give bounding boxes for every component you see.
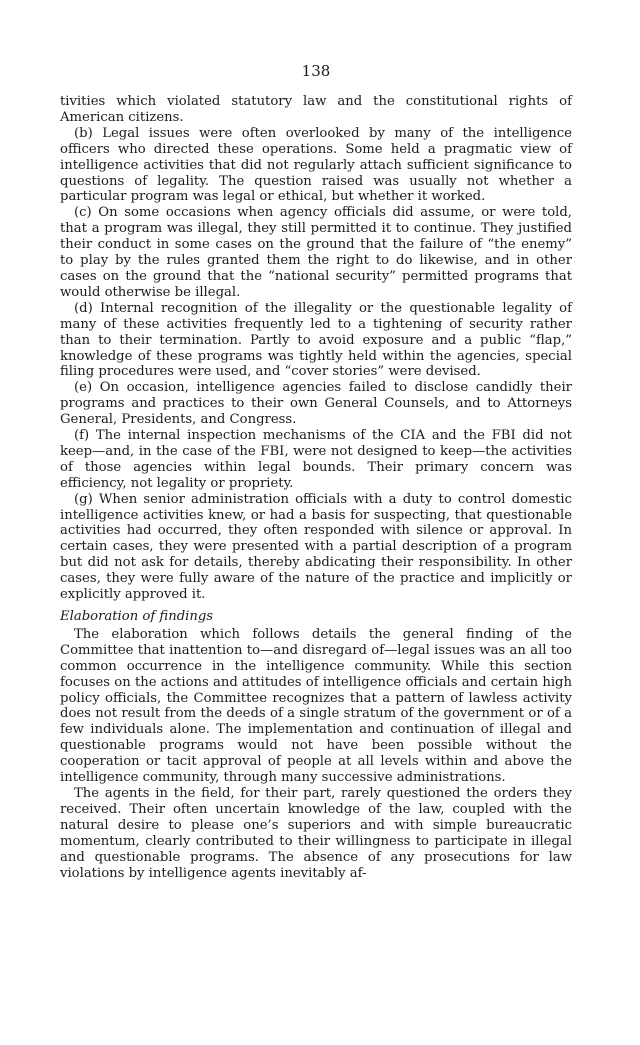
document-page <box>60 62 572 881</box>
paragraph-elaboration-1: The elaboration which follows details the general finding of the Committee that inattention to—and disregard of—legal issues was an all too common occurrence in the intelligence community. While this section focuses on the actions and attitudes of intelligence officials and certain high policy officials, the Committee recognizes that a pattern of lawless activity does not result from the deeds of a single stratum of the government or of a few individuals alone. The implementation and continuation of illegal and questionable programs would not have been possible without the cooperation or tacit approval of people at all levels within and above the intelligence community, through many successive administrations. <box>60 626 572 786</box>
paragraph-continuation: tivities which violated statutory law and the constitutional rights of American citizens. <box>60 94 572 125</box>
page-number: 138 <box>301 62 331 80</box>
paragraph-finding-b: (b) Legal issues were often overlooked by many of the intelligence officers who directed these operations. Some held a pragmatic view of intelligence activities that did not regularly attach sufficient significance to questions of legality. The question raised was usually not whether a particular program was legal or ethical, but whether it worked. <box>60 125 572 205</box>
paragraph-finding-e: (e) On occasion, intelligence agencies failed to disclose candidly their programs and practices to their own General Counsels, and to Attorneys General, Presidents, and Congress. <box>60 380 572 428</box>
paragraph-finding-g: (g) When senior administration officials with a duty to control domestic intelligence activities knew, or had a basis for suspecting, that questionable activities had occurred, they often responded with silence or approval. In certain cases, they were presented with a partial description of a program but did not ask for details, thereby abdicating their responsibility. In other cases, they were fully aware of the nature of the practice and implicitly or explicitly approved it. <box>60 491 572 603</box>
paragraph-finding-d: (d) Internal recognition of the illegality or the questionable legality of many of these activities frequently led to a tightening of security rather than to their termination. Partly to avoid exposure and a public “flap,” knowledge of these programs was tightly held within the agencies, special filing procedures were used, and “cover stories” were devised. <box>60 300 572 380</box>
paragraph-finding-c: (c) On some occasions when agency officials did assume, or were told, that a program was illegal, they still permitted it to continue. They justified their conduct in some cases on the ground that the failure of “the enemy” to play by the rules granted them the right to do likewise, and in other cases on the ground that the “national security” permitted programs that would otherwise be illegal. <box>60 205 572 300</box>
paragraph-elaboration-2: The agents in the field, for their part, rarely questioned the orders they received. Their often uncertain knowledge of the law, coupled with the natural desire to please one’s superiors and with simple bureaucratic momentum, clearly contributed to their willingness to participate in illegal and questionable programs. The absence of any prosecutions for law violations by intelligence agents inevitably af- <box>60 785 572 881</box>
section-heading: Elaboration of findings <box>60 609 214 624</box>
paragraph-finding-f: (f) The internal inspection mechanisms of the CIA and the FBI did not keep—and, in the case of the FBI, were not designed to keep—the activities of those agencies within legal bounds. Their primary concern was efficiency, not legality or propriety. <box>60 428 572 491</box>
